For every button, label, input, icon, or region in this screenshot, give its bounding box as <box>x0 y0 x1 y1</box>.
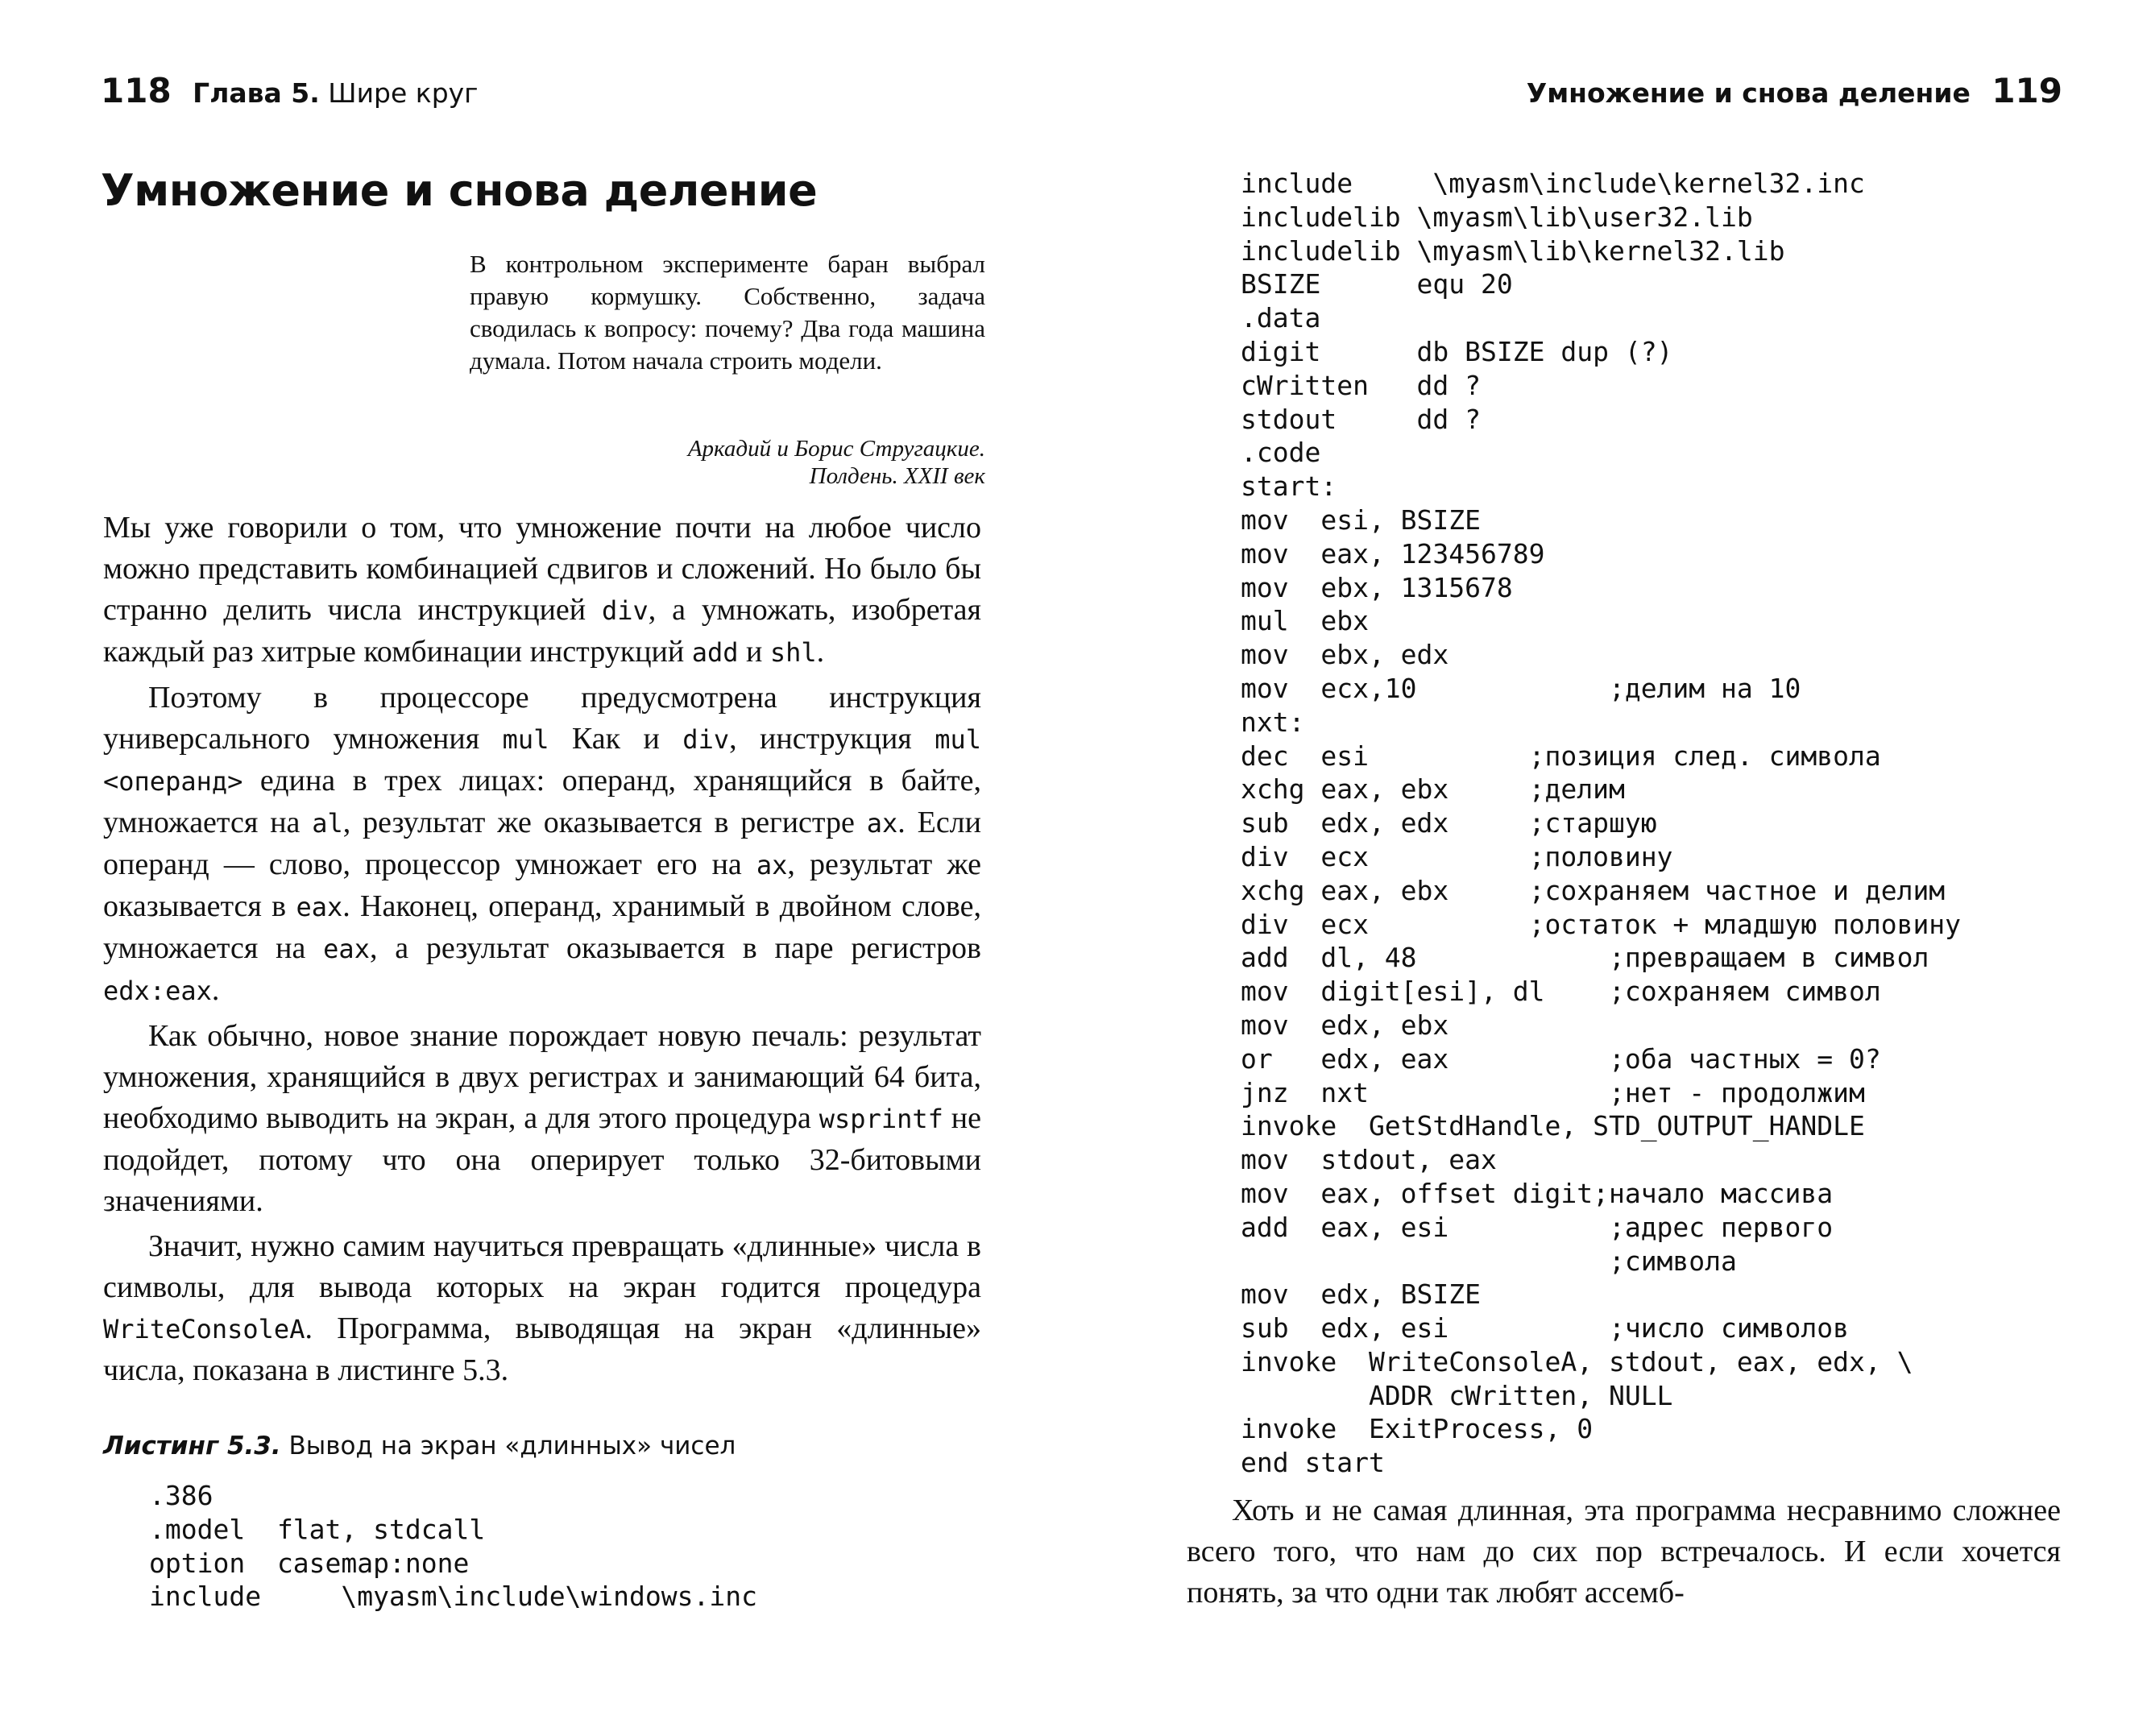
epigraph-source: Полдень. XXII век <box>809 463 985 489</box>
section-title: Умножение и снова деление <box>101 165 818 216</box>
listing-caption <box>103 1431 736 1460</box>
inline-code: eax <box>323 934 370 964</box>
inline-code: WriteConsoleA <box>103 1314 305 1344</box>
epigraph-author: Аркадий и Борис Стругацкие. <box>687 436 985 462</box>
paragraph-5: Хоть и не самая длинная, эта программа несравнимо сложнее всего того, что нам до сих пор встречалось. И если хочется понять, за что одни так любят ассемб- <box>1187 1494 2061 1610</box>
body-text <box>103 508 981 1395</box>
chapter-label: Глава 5. <box>193 77 320 109</box>
inline-code: wsprintf <box>819 1104 943 1134</box>
right-page <box>1076 0 2151 1736</box>
inline-code: al <box>312 808 343 839</box>
code-listing-part-2: include \myasm\include\kernel32.inc includelib \myasm\lib\user32.lib includelib \myasm\lib\kernel32.lib BSIZE equ 20 .data digit db BSIZE dup (?) cWritten dd ? stdout dd ? .code start: mov esi, BSIZE mov eax, 123456789 mov ebx, 1315678 mul ebx mov ebx, edx mov ecx,10 ;делим на 10 nxt: dec esi ;позиция след. символа xchg eax, ebx ;делим sub edx, edx ;старшую div ecx ;половину xchg eax, ebx ;сохраняем частное и делим div ecx ;остаток + младшую половину add dl, 48 ;превращаем в символ mov digit[esi], dl ;сохраняем символ mov edx, ebx or edx, eax ;оба частных = 0? jnz nxt ;нет - продолжим invoke GetStdHandle, STD_OUTPUT_HANDLE mov stdout, eax mov eax, offset digit;начало массива add eax, esi ;адрес первого ;символа mov edx, BSIZE sub edx, esi ;число символов invoke WriteConsoleA, stdout, eax, edx, \ ADDR cWritten, NULL invoke ExitProcess, 0 end start <box>1241 168 1962 1479</box>
inline-code: add <box>691 637 739 668</box>
inline-code: shl <box>769 637 817 668</box>
epigraph-attribution <box>470 435 985 490</box>
listing-caption-text: Вывод на экран «длинных» чисел <box>288 1431 736 1460</box>
left-page-number: 118 <box>101 71 172 110</box>
inline-code: div <box>601 595 649 626</box>
inline-code: eax <box>296 892 343 922</box>
running-title: Умножение и снова деление <box>1526 77 1971 109</box>
inline-code: ax <box>866 808 898 839</box>
left-running-head <box>101 71 479 110</box>
paragraph-2: Поэтому в процессоре предусмотрена инструкция универсального умножения mul Как и div, инструкция mul <операнд> едина в трех лицах: операнд, хранящийся в байте, умножается на al, результат же оказывается в регистре ax. Если операнд — слово, процессор умножает его на ax, результат же оказывается в eax. Наконец, операнд, хранимый в двойном слове, умножается на eax, а результат оказывается в паре регистров edx:eax. <box>103 681 981 1007</box>
epigraph-text: В контрольном эксперименте баран выбрал правую кормушку. Собственно, задача сводилась к вопросу: почему? Два года машина думала. Потом начала строить модели. <box>470 250 985 375</box>
inline-code: ax <box>756 850 788 880</box>
paragraph-4: Значит, нужно самим научиться превращать «длинные» числа в символы, для вывода которых на экран годится процедура WriteConsoleA. Программа, выводящая на экран «длинные» числа, показана в листинге 5.3. <box>103 1229 981 1387</box>
inline-code: mul <операнд> <box>103 724 981 797</box>
paragraph-1: Мы уже говорили о том, что умножение почти на любое число можно представить комбинацией сдвигов и сложений. Но было бы странно делить числа инструкцией div, а умножать, изобретая каждый раз хитрые комбинации инструкций add и shl. <box>103 511 982 669</box>
paragraph-3: Как обычно, новое знание порождает новую печаль: результат умножения, хранящийся в двух регистрах и занимающий 64 бита, необходимо выводить на экран, а для этого процедура wsprintf не подойдет, потому что она оперирует только 32-битовыми значениями. <box>103 1019 981 1218</box>
right-page-number: 119 <box>1991 71 2062 110</box>
inline-code: div <box>682 724 730 755</box>
chapter-title: Шире круг <box>328 77 479 109</box>
right-running-head <box>1527 71 2062 110</box>
right-body-text <box>1187 1490 2061 1614</box>
inline-code: edx:eax <box>103 976 212 1006</box>
listing-caption-label: Листинг 5.3. <box>103 1431 281 1460</box>
code-listing-part-1: .386 .model flat, stdcall option casemap:none include \myasm\include\windows.inc <box>149 1480 757 1613</box>
inline-code: mul <box>502 724 549 755</box>
